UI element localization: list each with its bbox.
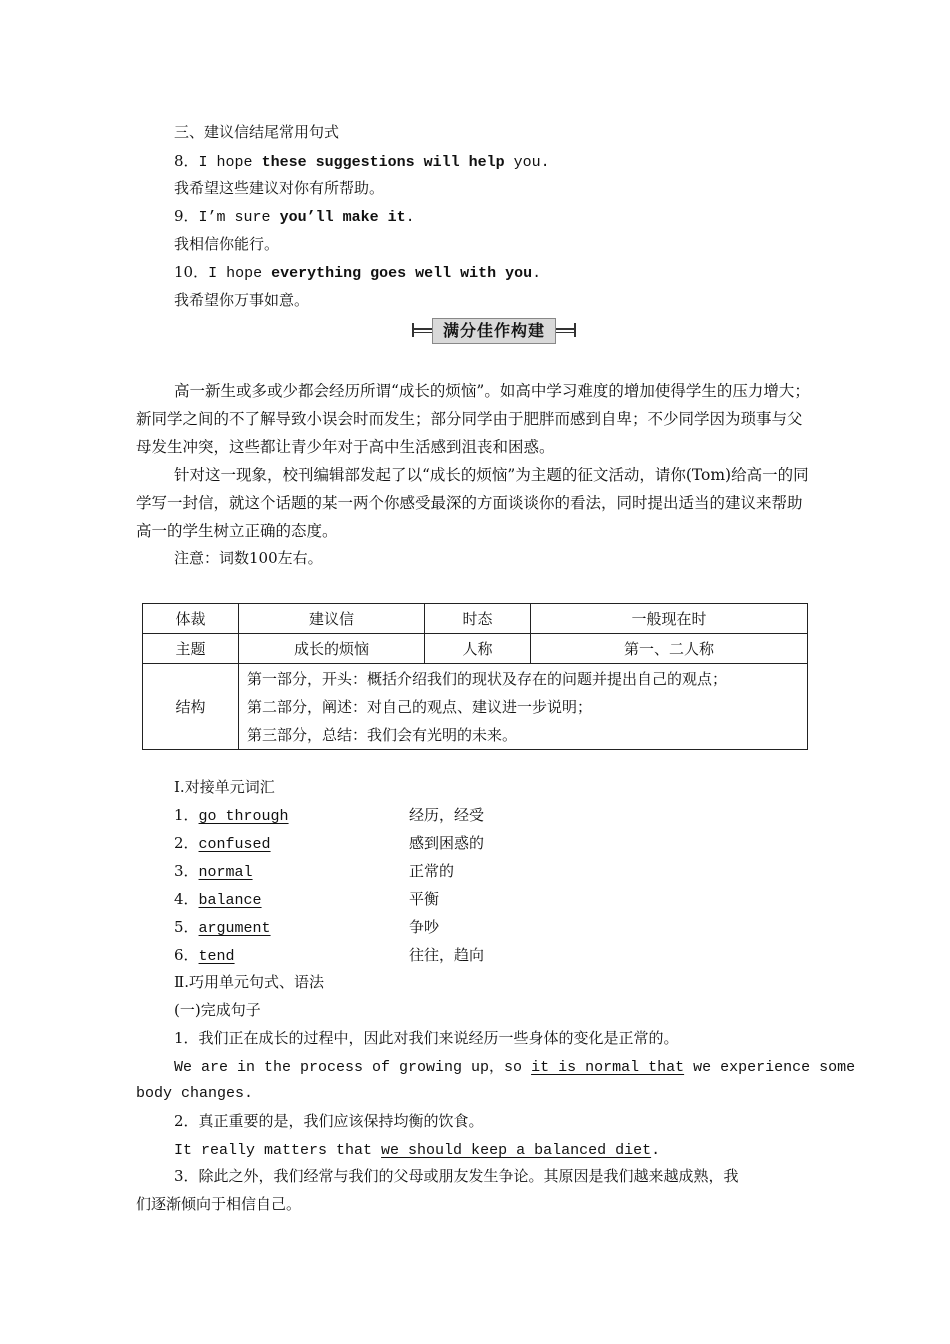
banner-cap	[574, 323, 576, 337]
structure-line: 第二部分，阐述：对自己的观点、建议进一步说明；	[247, 697, 593, 716]
outline-table	[142, 603, 808, 750]
section-banner	[412, 316, 576, 344]
section-heading: 三、建议信结尾常用句式	[174, 123, 340, 141]
vocab-item	[174, 805, 289, 827]
vocab-chinese: 往往，趋向	[409, 946, 485, 964]
sentence-text: .	[405, 209, 415, 226]
sentence-text: I’m sure	[198, 209, 280, 226]
sentence-9-translation: 我相信你能行。	[174, 235, 280, 253]
banner-title: 满分佳作构建	[432, 318, 556, 344]
sentence-bold: these suggestions will help	[261, 154, 505, 171]
sentence-10	[174, 262, 541, 284]
vocab-heading: Ⅰ.对接单元词汇	[174, 778, 275, 796]
structure-line: 第一部分，开头：概括介绍我们的现状及存在的问题并提出自己的观点；	[247, 669, 728, 688]
vocab-chinese: 正常的	[409, 862, 455, 880]
vocab-english: balance	[198, 892, 262, 909]
sentence-text: we experience some	[684, 1059, 856, 1076]
vocab-number: 1．	[174, 806, 199, 824]
vocab-chinese: 感到困惑的	[409, 834, 485, 852]
sentence-text: you.	[504, 154, 550, 171]
table-cell-structure	[239, 664, 808, 750]
vocab-item	[174, 889, 262, 911]
vocab-number: 5．	[174, 918, 199, 936]
table-cell: 第一、二人称	[531, 634, 808, 664]
sentence-bold: you’ll make it	[279, 209, 406, 226]
sentence-text: We are in the process of growing up，so	[174, 1059, 532, 1076]
vocab-number: 2．	[174, 834, 199, 852]
banner-cap	[412, 323, 414, 337]
question-1-english	[174, 1056, 855, 1078]
table-cell: 人称	[425, 634, 531, 664]
structure-line: 第三部分，总结：我们会有光明的未来。	[247, 725, 518, 744]
table-cell: 成长的烦恼	[239, 634, 425, 664]
question-2-english	[174, 1139, 660, 1161]
task-paragraph-1: 高一新生或多或少都会经历所谓“成长的烦恼”。如高中学习难度的增加使得学生的压力增大；新同学之间的不了解导致小误会时而发生；部分同学由于肥胖而感到自卑；不少同学因为琐事与父母发生冲突，这些都让青少年对于高中生活感到沮丧和困惑。	[136, 382, 810, 456]
vocab-item	[174, 833, 271, 855]
vocab-chinese: 经历，经受	[409, 806, 485, 824]
sentence-9	[174, 206, 415, 228]
question-2-chinese: 2．真正重要的是，我们应该保持均衡的饮食。	[174, 1112, 484, 1130]
sentence-number: 9．	[174, 207, 199, 225]
table-cell: 建议信	[239, 604, 425, 634]
sentence-bold: everything goes well with you	[271, 265, 533, 282]
vocab-item	[174, 945, 235, 967]
sentence-number: 10．	[174, 263, 209, 281]
sentence-10-translation: 我希望你万事如意。	[174, 291, 310, 309]
sentence-number: 8．	[174, 152, 199, 170]
vocab-chinese: 平衡	[409, 890, 440, 908]
task-note: 注意：词数100左右。	[174, 549, 323, 567]
vocab-english: go through	[198, 808, 289, 825]
table-cell: 一般现在时	[531, 604, 808, 634]
sentence-8-translation: 我希望这些建议对你有所帮助。	[174, 179, 385, 197]
table-row	[143, 634, 808, 664]
vocab-chinese: 争吵	[409, 918, 440, 936]
vocab-english: confused	[198, 836, 271, 853]
grammar-heading: Ⅱ.巧用单元句式、语法	[174, 973, 324, 991]
sentence-text: I hope	[208, 265, 272, 282]
question-3-chinese: 3．除此之外，我们经常与我们的父母或朋友发生争论。其原因是我们越来越成熟，我	[174, 1167, 739, 1185]
question-1-english-continued: body changes.	[136, 1085, 254, 1102]
vocab-number: 4．	[174, 890, 199, 908]
vocab-number: 6．	[174, 946, 199, 964]
table-cell: 体裁	[143, 604, 239, 634]
vocab-item	[174, 861, 253, 883]
vocab-english: argument	[198, 920, 271, 937]
question-3-chinese-continued: 们逐渐倾向于相信自己。	[136, 1195, 302, 1213]
vocab-english: normal	[198, 864, 253, 881]
table-row	[143, 604, 808, 634]
vocab-item	[174, 917, 271, 939]
answer-text: it is normal that	[531, 1059, 685, 1076]
question-1-chinese: 1．我们正在成长的过程中，因此对我们来说经历一些身体的变化是正常的。	[174, 1029, 679, 1047]
grammar-subheading: (一)完成句子	[174, 1001, 261, 1019]
sentence-text: It really matters that	[174, 1142, 382, 1159]
answer-text: we should keep a balanced diet	[381, 1142, 652, 1159]
sentence-8	[174, 151, 550, 173]
sentence-text: .	[651, 1142, 661, 1159]
vocab-number: 3．	[174, 862, 199, 880]
table-row	[143, 664, 808, 750]
table-cell: 时态	[425, 604, 531, 634]
table-cell: 结构	[143, 664, 239, 750]
sentence-text: I hope	[198, 154, 262, 171]
sentence-text: .	[532, 265, 542, 282]
task-paragraph-2: 针对这一现象，校刊编辑部发起了以“成长的烦恼”为主题的征文活动，请你(Tom)给高一的同学写一封信，就这个话题的某一两个你感受最深的方面谈谈你的看法，同时提出适当的建议来帮助高一的学生树立正确的态度。	[136, 466, 809, 540]
table-cell: 主题	[143, 634, 239, 664]
vocab-english: tend	[198, 948, 235, 965]
